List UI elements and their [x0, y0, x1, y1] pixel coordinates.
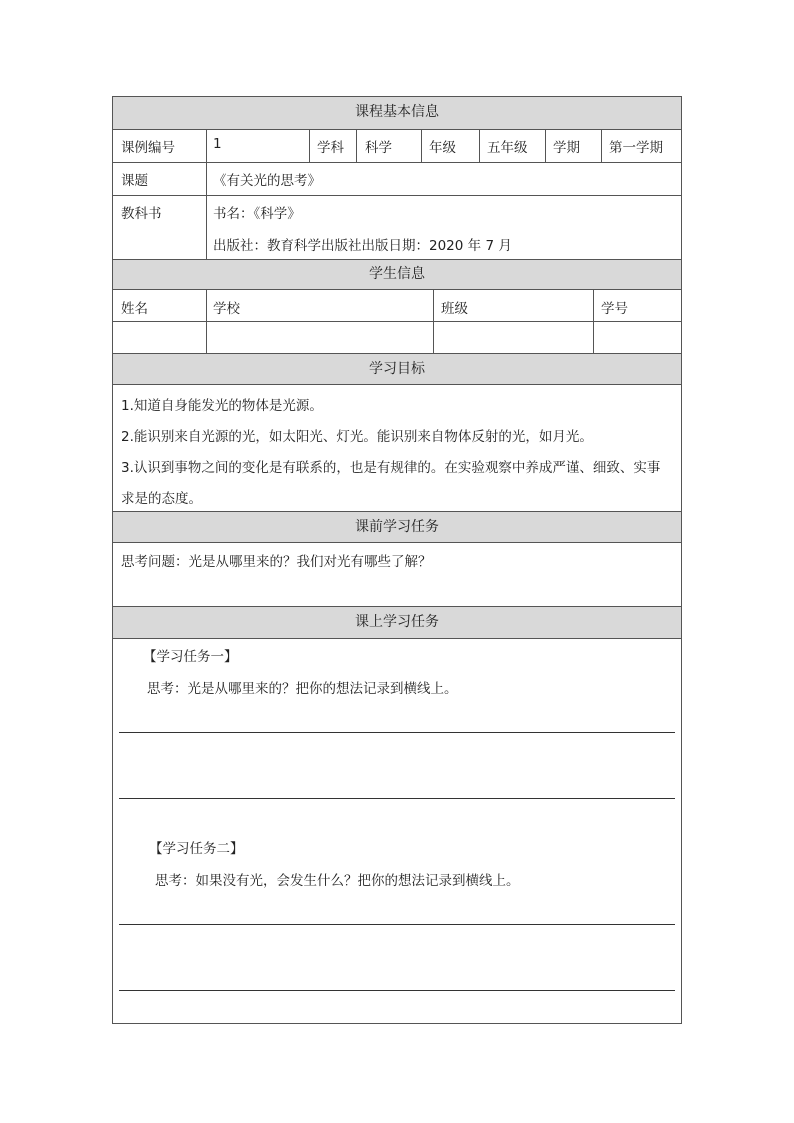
student-class-label: 班级: [441, 301, 468, 317]
goal-item: 2.能识别来自光源的光，如太阳光、灯光。能识别来自物体反射的光，如月光。: [121, 429, 593, 445]
student-id-field[interactable]: [594, 322, 681, 353]
subject-label: 学科: [317, 140, 344, 156]
term-value: 第一学期: [609, 140, 663, 156]
task2-answer-line[interactable]: [119, 990, 675, 991]
goal-item: 3.认识到事物之间的变化是有联系的，也是有规律的。在实验观察中养成严谨、细致、实事: [121, 460, 661, 476]
grade-value: 五年级: [487, 140, 528, 156]
goal-item: 求是的态度。: [121, 491, 202, 507]
student-school-label: 学校: [213, 301, 240, 317]
worksheet-table: [112, 96, 682, 1024]
course-info-header: 课程基本信息: [113, 97, 681, 130]
task2-title: 【学习任务二】: [149, 841, 244, 857]
subject-value: 科学: [365, 140, 392, 156]
student-name-field[interactable]: [113, 322, 206, 353]
topic-label: 课题: [121, 173, 148, 189]
task1-title: 【学习任务一】: [143, 649, 238, 665]
pre-task-question: 思考问题：光是从哪里来的？我们对光有哪些了解？: [121, 554, 432, 570]
textbook-publisher: 出版社：教育科学出版社出版日期：2020 年 7 月: [213, 238, 512, 254]
task2-answer-line[interactable]: [119, 924, 675, 925]
topic-value: 《有关光的思考》: [213, 173, 321, 189]
task1-prompt: 思考：光是从哪里来的？把你的想法记录到横线上。: [147, 681, 458, 697]
student-id-label: 学号: [601, 301, 628, 317]
goals-header: 学习目标: [113, 353, 681, 385]
pre-task-header: 课前学习任务: [113, 511, 681, 543]
student-class-field[interactable]: [434, 322, 593, 353]
student-school-field[interactable]: [207, 322, 433, 353]
case-no-label: 课例编号: [121, 140, 175, 156]
class-task-header: 课上学习任务: [113, 606, 681, 639]
term-label: 学期: [553, 140, 580, 156]
grade-label: 年级: [429, 140, 456, 156]
goal-item: 1.知道自身能发光的物体是光源。: [121, 398, 323, 414]
textbook-name: 书名：《科学》: [213, 206, 301, 222]
task2-prompt: 思考：如果没有光，会发生什么？把你的想法记录到横线上。: [155, 873, 520, 889]
textbook-label: 教科书: [121, 206, 162, 222]
student-name-label: 姓名: [121, 301, 148, 317]
student-info-header: 学生信息: [113, 259, 681, 290]
case-no-value: 1: [213, 136, 222, 152]
task1-answer-line[interactable]: [119, 798, 675, 799]
task1-answer-line[interactable]: [119, 732, 675, 733]
